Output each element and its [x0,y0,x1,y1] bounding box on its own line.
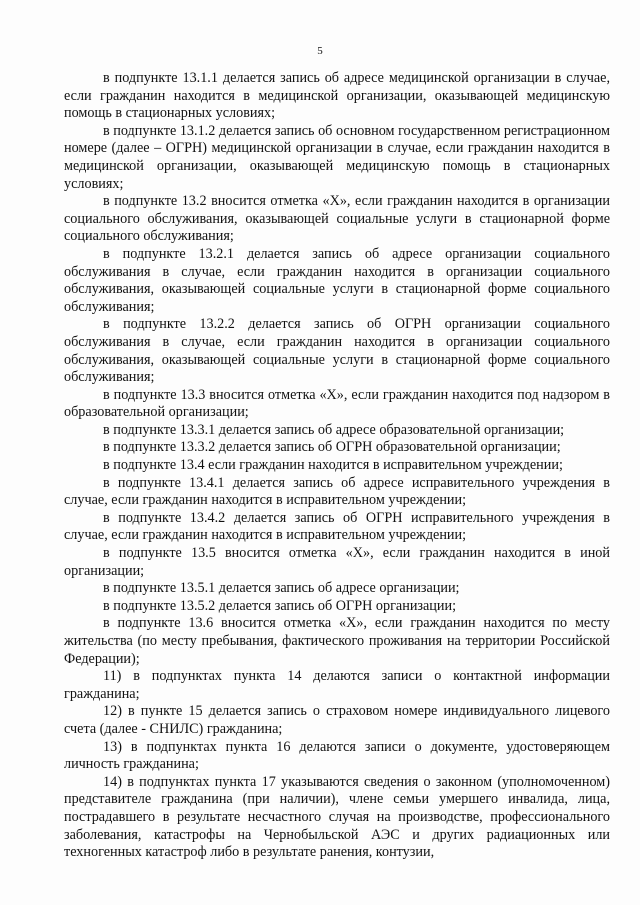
paragraph-13-5-1: в подпункте 13.5.1 делается запись об адресе организации; [103,580,460,597]
paragraph-13-2-1: в подпункте 13.2.1 делается запись об адресе организации социального обслуживания в случае, если гражданин находится в организации социального обслуживания, оказывающей социальные услуги в стационарной форме социального обслуживания; [64,245,610,315]
paragraph-item-11: 11) в подпунктах пункта 14 делаются записи о контактной информации гражданина; [64,668,610,702]
paragraph-item-13: 13) в подпунктах пункта 16 делаются записи о документе, удостоверяющем личность гражданина; [64,738,610,773]
paragraph-13-3-2: в подпункте 13.3.2 делается запись об ОГРН образовательной организации; [103,439,561,456]
paragraph-13-4: в подпункте 13.4 если гражданин находится в исправительном учреждении; [103,457,563,474]
paragraph-item-14: 14) в подпунктах пункта 17 указываются сведения о законном (уполномоченном) представителе гражданина (при наличии), члене семьи умершего инвалида, лица, пострадавшего в результате несчастного случая на производстве, профессионального заболевания, катастрофы на Чернобыльской АЭС и других радиационных или техногенных катастроф либо в результате ранения, контузии, [64,773,610,861]
paragraph-13-1-1: в подпункте 13.1.1 делается запись об адресе медицинской организации в случае, если гражданин находится в медицинской организации, оказывающей медицинскую помощь в стационарных условиях; [64,70,610,122]
paragraph-13-4-1: в подпункте 13.4.1 делается запись об адресе исправительного учреждения в случае, если гражданин находится в исправительном учреждении; [64,474,610,509]
page-number: 5 [317,45,323,57]
paragraph-13-3-1: в подпункте 13.3.1 делается запись об адресе образовательной организации; [103,421,565,438]
document-body [64,70,610,862]
paragraph-13-4-2: в подпункте 13.4.2 делается запись об ОГРН исправительного учреждения в случае, если гражданин находится в исправительном учреждении; [64,509,610,544]
paragraph-13-2: в подпункте 13.2 вносится отметка «Х», если гражданин находится в организации социального обслуживания, оказывающей социальные услуги в стационарной форме социального обслуживания; [64,193,610,245]
paragraph-13-5: в подпункте 13.5 вносится отметка «Х», если гражданин находится в иной организации; [64,545,610,579]
paragraph-13-1-2: в подпункте 13.1.2 делается запись об основном государственном регистрационном номере (далее – ОГРН) медицинской организации в случае, если гражданин находится в медицинской организации, оказывающей медицинскую помощь в стационарных условиях; [64,122,610,192]
paragraph-13-3: в подпункте 13.3 вносится отметка «Х», если гражданин находится под надзором в образовательной организации; [64,386,610,421]
paragraph-13-5-2: в подпункте 13.5.2 делается запись об ОГРН организации; [103,597,457,614]
paragraph-item-12: 12) в пункте 15 делается запись о страховом номере индивидуального лицевого счета (далее - СНИЛС) гражданина; [64,703,610,737]
paragraph-13-6: в подпункте 13.6 вносится отметка «Х», если гражданин находится по месту жительства (по месту пребывания, фактического проживания на территории Российской Федерации); [64,615,610,667]
paragraph-13-2-2: в подпункте 13.2.2 делается запись об ОГРН организации социального обслуживания в случае, если гражданин находится в организации социального обслуживания, оказывающей социальные услуги в стационарной форме социального обслуживания; [64,316,610,386]
